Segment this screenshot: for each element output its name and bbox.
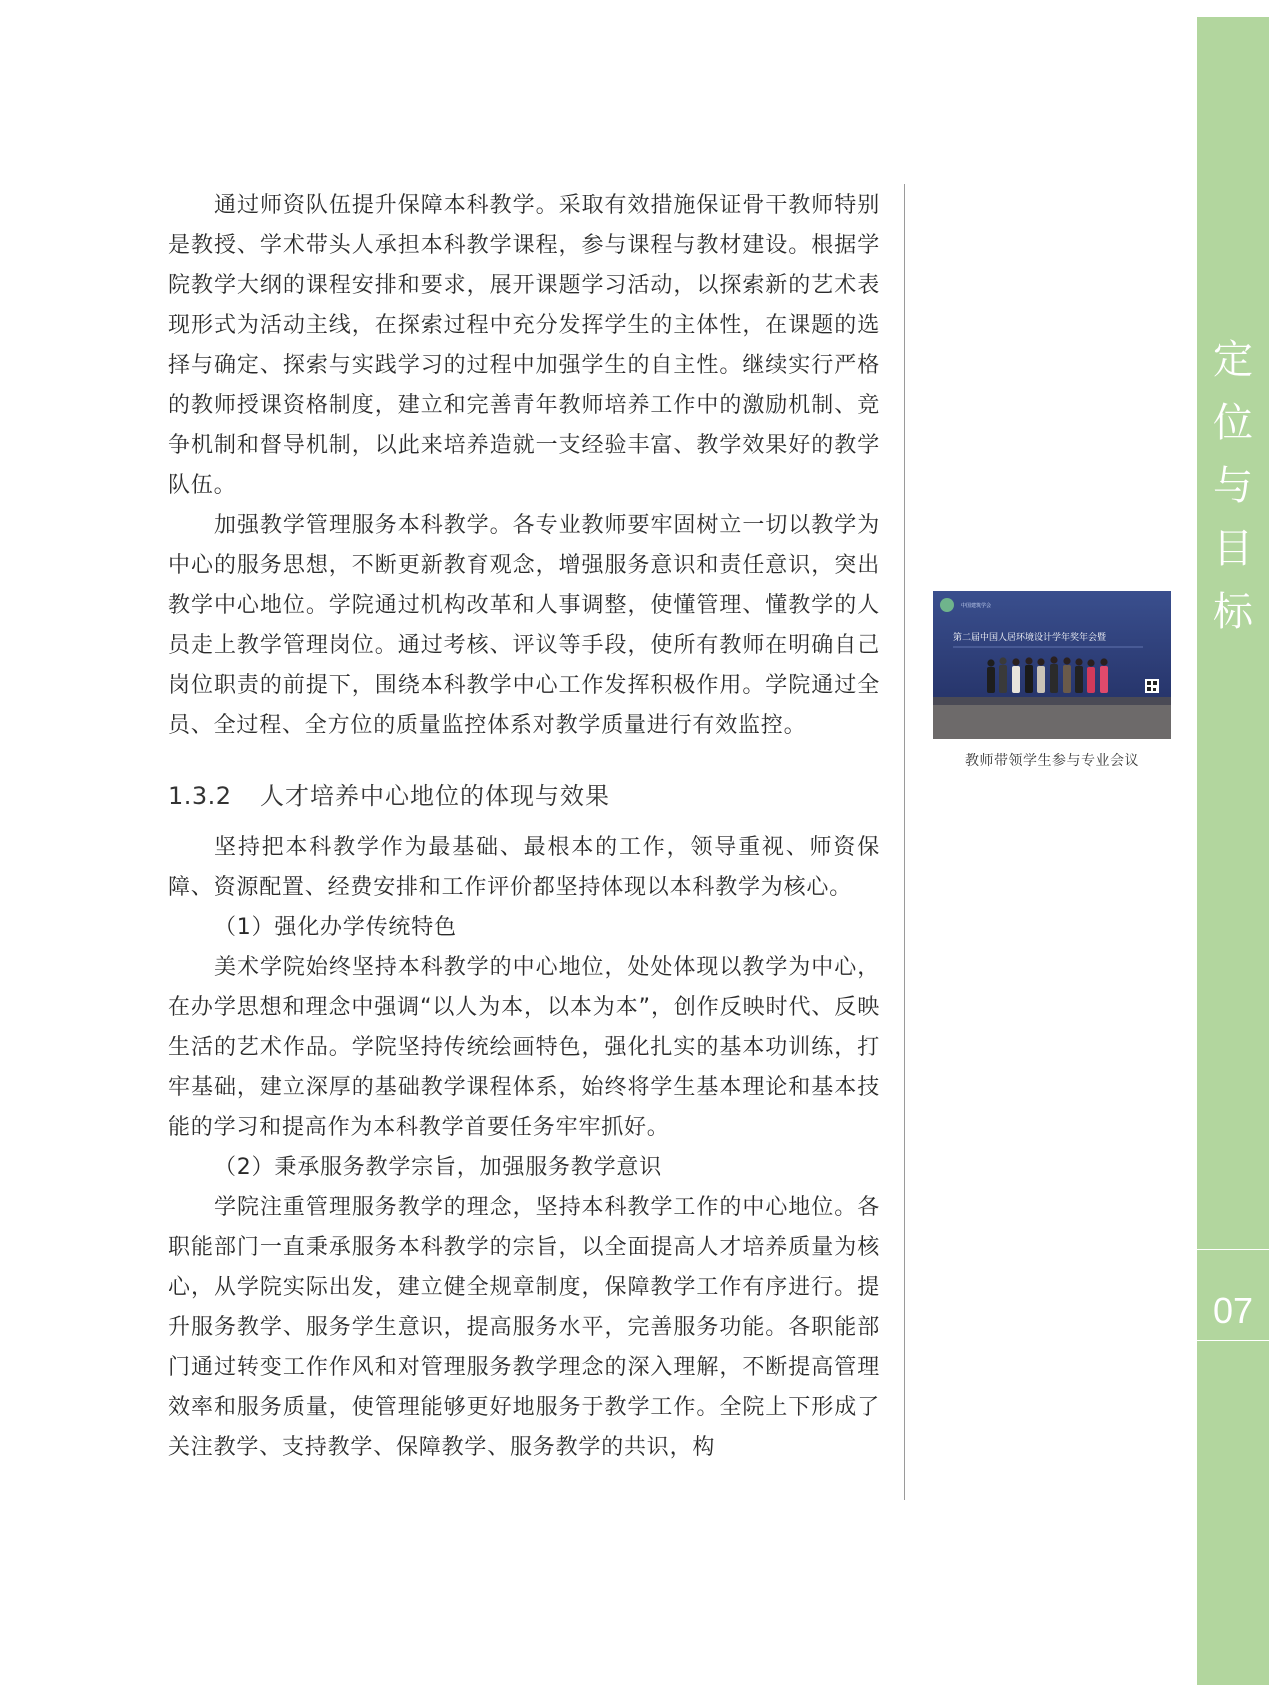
conference-photo — [933, 591, 1171, 739]
chapter-title-char: 定 — [1213, 337, 1253, 383]
body-text — [168, 186, 880, 1468]
subheading-service: （2）秉承服务教学宗旨，加强服务教学意识 — [214, 1155, 662, 1180]
chapter-title-char: 与 — [1213, 463, 1253, 509]
chapter-title-char: 位 — [1213, 400, 1253, 446]
section-number: 1.3.2 — [168, 782, 232, 810]
photo-caption: 教师带领学生参与专业会议 — [965, 753, 1139, 769]
svg-text:中国建筑学会: 中国建筑学会 — [961, 603, 992, 609]
page-number-rule-bottom — [1197, 1340, 1269, 1341]
section-title: 人才培养中心地位的体现与效果 — [260, 782, 610, 810]
section-heading — [168, 776, 880, 816]
page-number-rule-top — [1197, 1249, 1269, 1250]
paragraph-service: 学院注重管理服务教学的理念，坚持本科教学工作的中心地位。各职能部门一直秉承服务本科教学的宗旨，以全面提高人才培养质量为核心，从学院实际出发，建立健全规章制度，保障教学工作有序进行。提升服务教学、服务学生意识，提高服务水平，完善服务功能。各职能部门通过转变工作作风和对管理服务教学理念的深入理解，不断提高管理效率和服务质量，使管理能够更好地服务于教学工作。全院上下形成了关注教学、支持教学、保障教学、服务教学的共识，构 — [168, 1195, 880, 1460]
paragraph-teaching-staff: 通过师资队伍提升保障本科教学。采取有效措施保证骨干教师特别是教授、学术带头人承担本科教学课程，参与课程与教材建设。根据学院教学大纲的课程安排和要求，展开课题学习活动，以探索新的艺术表现形式为活动主线，在探索过程中充分发挥学生的主体性，在课题的选择与确定、探索与实践学习的过程中加强学生的自主性。继续实行严格的教师授课资格制度，建立和完善青年教师培养工作中的激励机制、竞争机制和督导机制，以此来培养造就一支经验丰富、教学效果好的教学队伍。 — [168, 193, 880, 498]
chapter-title-vertical — [1197, 329, 1269, 644]
paragraph-tradition: 美术学院始终坚持本科教学的中心地位，处处体现以教学为中心，在办学思想和理念中强调“以人为本，以本为本”，创作反映时代、反映生活的艺术作品。学院坚持传统绘画特色，强化扎实的基本功训练，打牢基础，建立深厚的基础教学课程体系，始终将学生基本理论和基本技能的学习和提高作为本科教学首要任务牢牢抓好。 — [168, 955, 880, 1140]
paragraph-undergraduate-core: 坚持把本科教学作为最基础、最根本的工作，领导重视、师资保障、资源配置、经费安排和工作评价都坚持体现以本科教学为核心。 — [168, 835, 880, 900]
chapter-title-char: 目 — [1213, 526, 1253, 572]
column-divider — [904, 184, 905, 1500]
paragraph-teaching-management: 加强教学管理服务本科教学。各专业教师要牢固树立一切以教学为中心的服务思想，不断更新教育观念，增强服务意识和责任意识，突出教学中心地位。学院通过机构改革和人事调整，使懂管理、懂教学的人员走上教学管理岗位。通过考核、评议等手段，使所有教师在明确自己岗位职责的前提下，围绕本科教学中心工作发挥积极作用。学院通过全员、全过程、全方位的质量监控体系对教学质量进行有效监控。 — [168, 513, 880, 738]
page-number: 07 — [1212, 1290, 1254, 1331]
banner-text: 第二届中国人居环境设计学年奖年会暨 — [953, 633, 1107, 643]
chapter-title-char: 标 — [1213, 589, 1253, 635]
subheading-tradition: （1）强化办学传统特色 — [214, 915, 457, 940]
chapter-side-tab — [1197, 17, 1269, 1685]
conference-photo-illustration — [933, 591, 1171, 739]
